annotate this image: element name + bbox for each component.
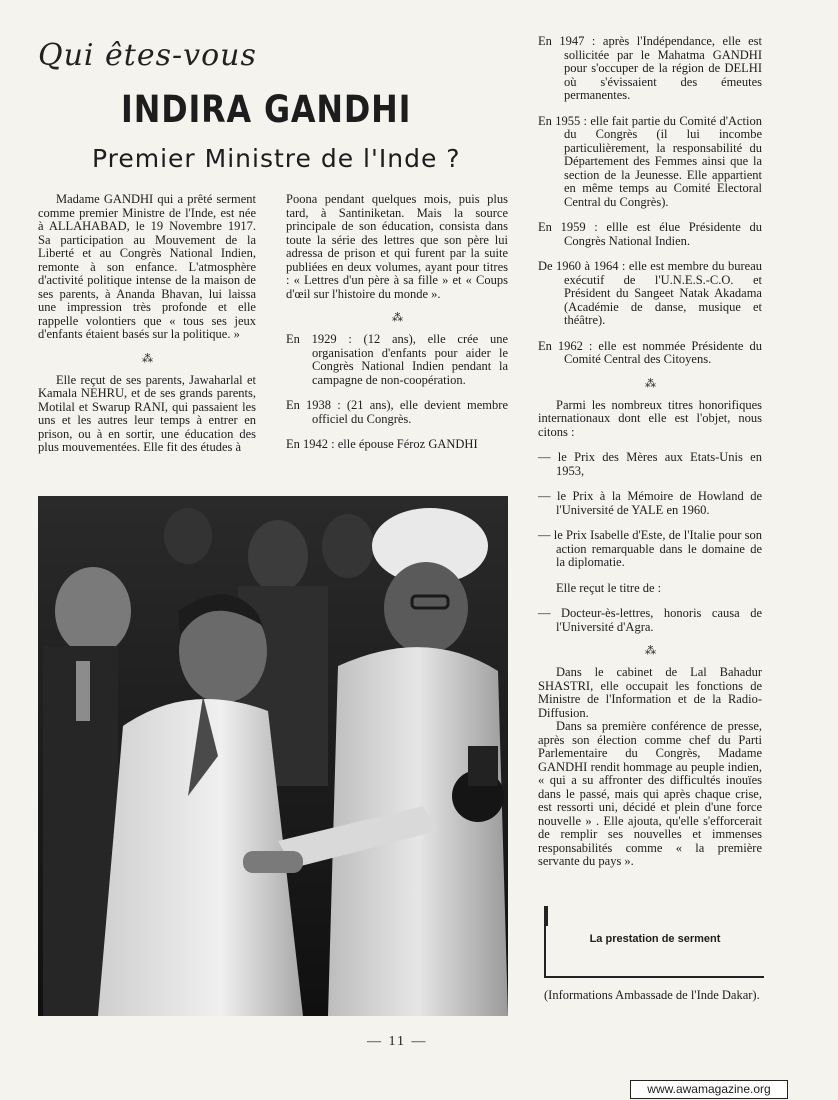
honor-item: — le Prix à la Mémoire de Howland de l'Université de YALE en 1960. xyxy=(538,489,762,517)
timeline-1960: De 1960 à 1964 : elle est membre du bureau exécutif de l'U.N.E.S.-C.O. et Président du Sangeet Natak Akadama (Académie de danse, musique et théâtre). xyxy=(538,259,762,327)
section-divider: ⁂ xyxy=(142,352,152,365)
column-1 xyxy=(38,193,256,467)
kicker-title: Qui êtes-vous xyxy=(38,38,257,73)
headline: INDIRA GANDHI xyxy=(121,88,412,131)
timeline-1959: En 1959 : ellle est élue Présidente du Congrès National Indien. xyxy=(538,220,762,248)
family-paragraph: Elle reçut de ses parents, Jawaharlal et Kamala NEHRU, et de ses grands parents, Motilal et Swarup RANI, qui passaient les uns et les autres leur temps à entrer en prison, ou à en sortir, une éducation des plus mouvementées. Elle fit des études à xyxy=(38,372,256,454)
column-3 xyxy=(538,35,762,881)
honor-item: — le Prix des Mères aux Etats-Unis en 1953, xyxy=(538,450,762,478)
section-divider: ⁂ xyxy=(645,377,655,390)
website-watermark: www.awamagazine.org xyxy=(630,1080,788,1099)
page-number: — 11 — xyxy=(367,1034,428,1049)
timeline-1929: En 1929 : (12 ans), elle crée une organisation d'enfants pour aider le Congrès National Indien pendant la campagne de non-coopération. xyxy=(286,332,508,387)
timeline-1938: En 1938 : (21 ans), elle devient membre officiel du Congrès. xyxy=(286,398,508,426)
photo-credit: (Informations Ambassade de l'Inde Dakar). xyxy=(544,988,760,1002)
honor-item: — le Prix Isabelle d'Este, de l'Italie pour son action remarquable dans le domaine de la diplomatie. xyxy=(538,528,762,569)
intro-paragraph: Madame GANDHI qui a prêté serment comme premier Ministre de l'Inde, est née à ALLAHABAD, le 19 Novembre 1917. Sa participation au Mouvement de la Liberté et au Congrès National Indien, remonte à son enfance. L'atmosphère d'activité politique intense de la maison de ses parents, à Ananda Bhavan, lui laissa une impression très profonde et elle rappelle volontiers que « tous ses jeux d'enfants étaient basés sur la politique. » xyxy=(38,192,256,341)
press-conference-paragraph: Dans sa première conférence de presse, après son élection comme chef du Parti Parlementaire du Congrès, Madame GANDHI rendit hommage au peuple indien, « qui a su affronter des difficultés inouïes dans le passé, mais qui après chaque crise, est ressorti uni, décidé et plein d'une force nouvelle » . Elle ajouta, qu'elle s'efforcerait de remplir ses nouvelles et immenses responsabilités comme « la première servante du pays ». xyxy=(538,719,762,868)
photo-caption-box xyxy=(544,906,764,978)
subheadline: Premier Ministre de l'Inde ? xyxy=(92,144,461,173)
education-paragraph: Poona pendant quelques mois, puis plus tard, à Santiniketan. Mais la source principale de son éducation, consista dans toute la série des lettres que son père lui adressa de prison et qui furent par la suite publiées en deux volumes, ayant pour titres : « Lettres d'un père à sa fille » et « Coups d'œil sur l'histoire du monde ». xyxy=(286,192,508,301)
cabinet-paragraph: Dans le cabinet de Lal Bahadur SHASTRI, elle occupait les fonctions de Ministre de l'Information et de la Radio-Diffusion. xyxy=(538,665,762,720)
caption-bracket xyxy=(546,906,548,926)
honors-intro: Parmi les nombreux titres honorifiques internationaux dont elle est l'objet, nous citons : xyxy=(538,397,762,439)
photo-illustration xyxy=(38,496,508,1016)
timeline-1942: En 1942 : elle épouse Féroz GANDHI xyxy=(286,437,478,451)
honor-item: — Docteur-ès-lettres, honoris causa de l'Université d'Agra. xyxy=(538,606,762,634)
column-2 xyxy=(286,193,508,464)
photo-caption: La prestation de serment xyxy=(589,933,721,945)
timeline-1955: En 1955 : elle fait partie du Comité d'Action du Congrès (il lui incombe particulièrement, la responsabilité du Département des Femmes ainsi que la section de la Jeunesse. Elle appartient en même temps au Comité Electoral Central du Congrès). xyxy=(538,113,762,209)
degree-intro: Elle reçut le titre de : xyxy=(556,580,662,595)
swearing-in-photo xyxy=(38,496,508,1016)
timeline-1947: En 1947 : après l'Indépendance, elle est sollicitée par le Mahatma GANDHI pour s'occuper de la région de DELHI où s'évissaient des émeutes permanentes. xyxy=(538,34,762,102)
section-divider: ⁂ xyxy=(645,645,655,657)
timeline-1962: En 1962 : elle est nommée Présidente du Comité Central des Citoyens. xyxy=(538,338,762,366)
section-divider: ⁂ xyxy=(392,312,402,324)
